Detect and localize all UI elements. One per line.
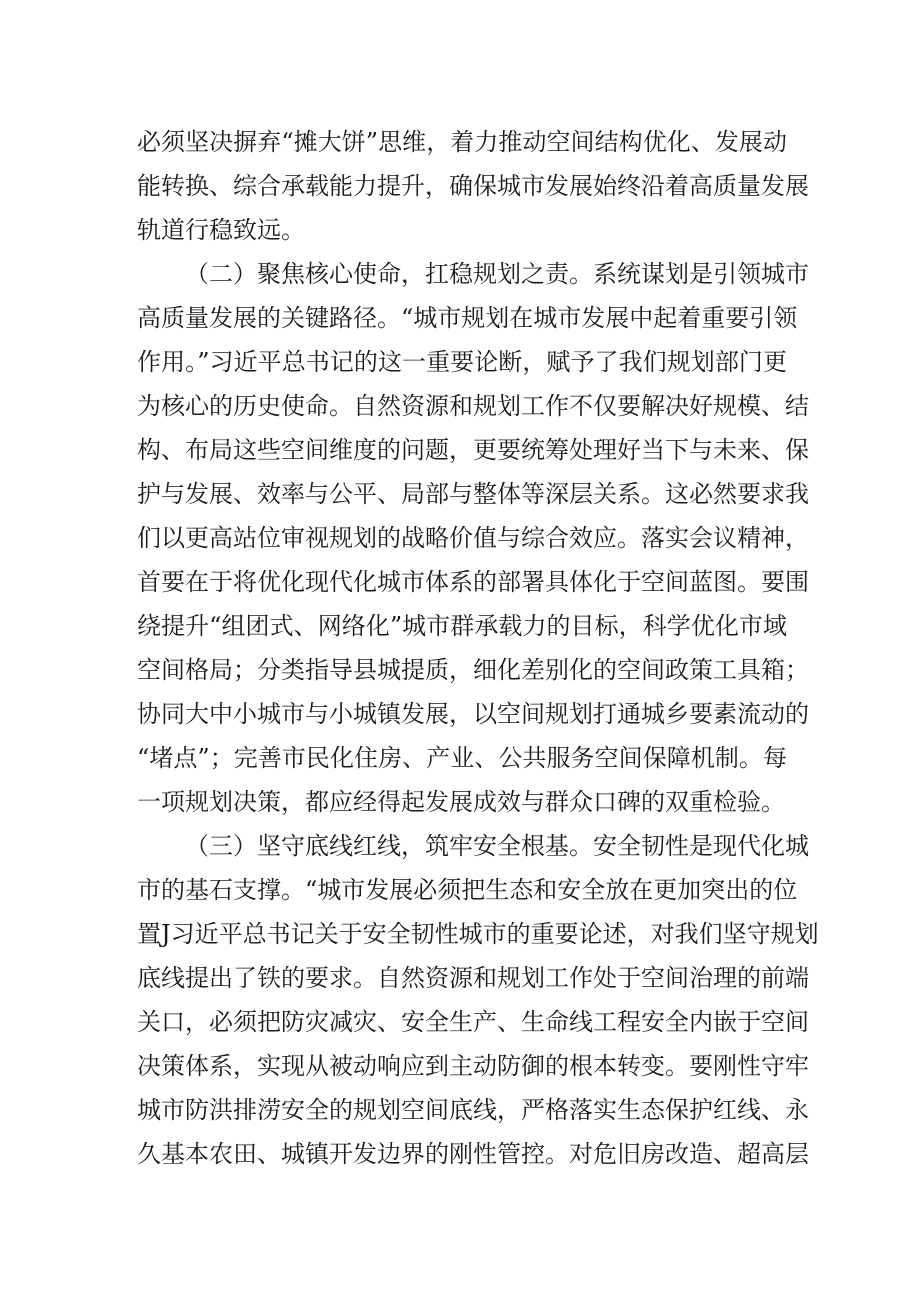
paragraph-line: 城市防洪排涝安全的规划空间底线，严格落实生态保护红线、永 bbox=[137, 1096, 809, 1124]
paragraph-line: 空间格局；分类指导县城提质，细化差别化的空间政策工具箱； bbox=[137, 656, 809, 684]
paragraph-line: 必须坚决摒弃“摊大饼”思维，着力推动空间结构优化、发展动 bbox=[137, 128, 787, 156]
section-heading-line: （三）坚守底线红线，筑牢安全根基。安全韧性是现代化城 bbox=[185, 832, 809, 860]
paragraph-line: 构、布局这些空间维度的问题，更要统筹处理好当下与未来、保 bbox=[137, 436, 809, 464]
paragraph-line: 市的基石支撑。“城市发展必须把生态和安全放在更加突出的位 bbox=[137, 876, 798, 904]
paragraph-line: 首要在于将优化现代化城市体系的部署具体化于空间蓝图。要围 bbox=[137, 568, 809, 596]
paragraph-line: 护与发展、效率与公平、局部与整体等深层关系。这必然要求我 bbox=[137, 480, 809, 508]
paragraph-line: “堵点”；完善市民化住房、产业、公共服务空间保障机制。每 bbox=[137, 744, 787, 772]
paragraph-line: 久基本农田、城镇开发边界的刚性管控。对危旧房改造、超高层 bbox=[137, 1140, 809, 1168]
paragraph-line: 决策体系，实现从被动响应到主动防御的根本转变。要刚性守牢 bbox=[137, 1052, 809, 1080]
paragraph-line: 绕提升“组团式、网络化”城市群承载力的目标，科学优化市域 bbox=[137, 612, 787, 640]
paragraph-line: 高质量发展的关键路径。“城市规划在城市发展中起着重要引领 bbox=[137, 304, 798, 332]
paragraph-line: 为核心的历史使命。自然资源和规划工作不仅要解决好规模、结 bbox=[137, 392, 809, 420]
paragraph-line: 一项规划决策，都应经得起发展成效与群众口碑的双重检验。 bbox=[137, 788, 785, 816]
paragraph-line: 作用。”习近平总书记的这一重要论断，赋予了我们规划部门更 bbox=[137, 348, 787, 376]
paragraph-line: 们以更高站位审视规划的战略价值与综合效应。落实会议精神， bbox=[137, 524, 809, 552]
paragraph-line: 能转换、综合承载能力提升，确保城市发展始终沿着高质量发展 bbox=[137, 172, 809, 200]
paragraph-line: 协同大中小城市与小城镇发展，以空间规划打通城乡要素流动的 bbox=[137, 700, 809, 728]
paragraph-line: 轨道行稳致远。 bbox=[137, 216, 305, 244]
paragraph-line: 关口，必须把防灾减灾、安全生产、生命线工程安全内嵌于空间 bbox=[137, 1008, 809, 1036]
paragraph-line: 底线提出了铁的要求。自然资源和规划工作处于空间治理的前端 bbox=[137, 964, 809, 992]
paragraph-line: 置J习近平总书记关于安全韧性城市的重要论述，对我们坚守规划 bbox=[137, 920, 819, 948]
section-heading-line: （二）聚焦核心使命，扛稳规划之责。系统谋划是引领城市 bbox=[185, 260, 809, 288]
